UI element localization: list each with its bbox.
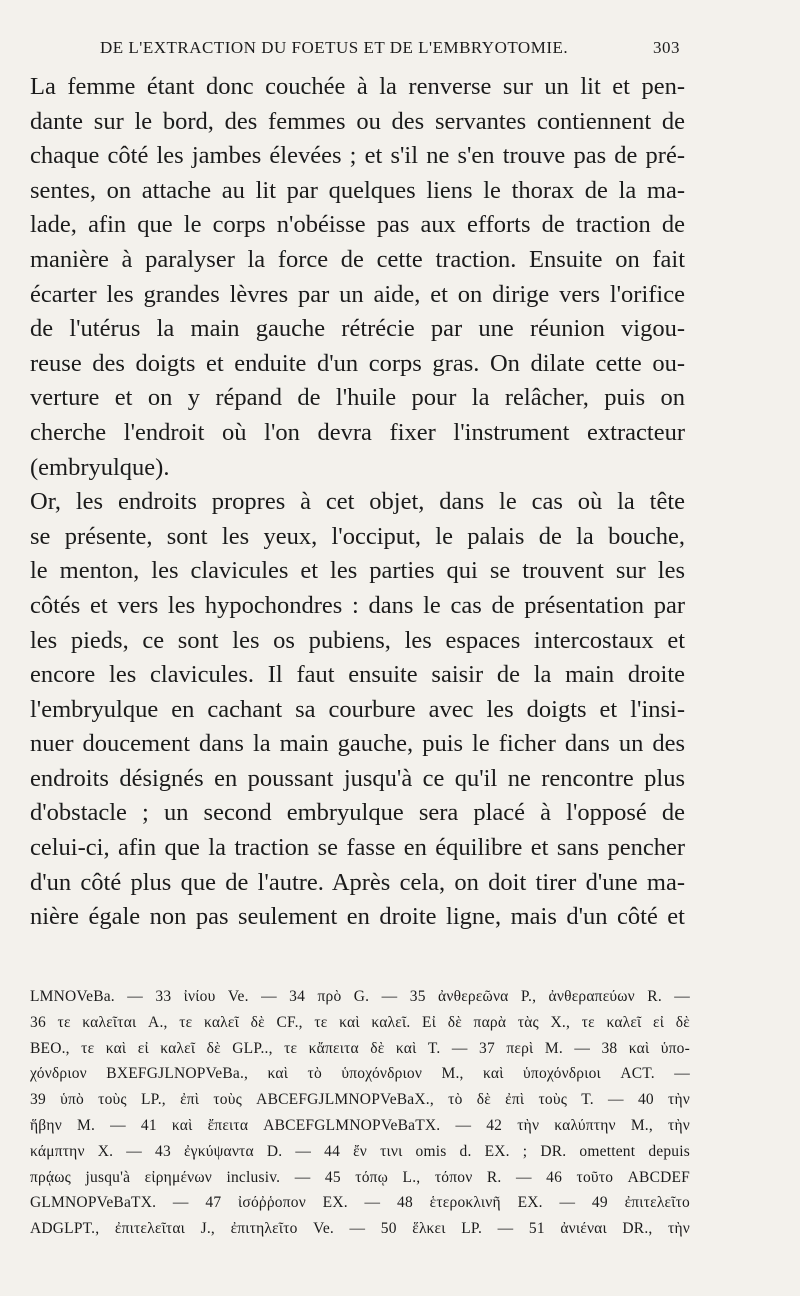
text-line: lade, afin que le corps n'obéisse pas aux efforts de traction de (30, 211, 685, 239)
text-line: écarter les grandes lèvres par un aide, et on dirige vers l'orifice (30, 280, 685, 308)
text-line: endroits désignés en poussant jusqu'à ce qu'il ne rencontre plus (30, 764, 685, 792)
text-line: Or, les endroits propres à cet objet, dans le cas où la tête (30, 488, 685, 516)
text-line: d'un côté plus que de l'autre. Après cela, on doit tirer d'une ma- (30, 868, 685, 896)
text-line: de l'utérus la main gauche rétrécie par une réunion vigou- (30, 315, 685, 343)
note-line: BEO., τε καὶ εἰ καλεῖ δὲ GLP.., τε κἄπειτα δὲ καὶ T. — 37 περὶ M. — 38 καὶ ὑπο- (30, 1039, 690, 1057)
note-line: χόνδριον BXEFGJLNOPVeBa., καὶ τὸ ὑποχόνδριον M., καὶ ὑποχόνδριοι ACT. — (30, 1065, 690, 1083)
text-line: côtés et vers les hypochondres : dans le cas de présentation par (30, 591, 685, 619)
text-line: La femme étant donc couchée à la renverse sur un lit et pen- (30, 73, 685, 100)
note-line: LMNOVeBa. — 33 ἰνίου Ve. — 34 πρὸ G. — 35 ἀνθερεῶνα P., ἀνθεραπεύων R. — (30, 988, 690, 1005)
note-line: ἥβην M. — 41 καὶ ἔπειτα ABCEFGLMNOPVeBaTX. — 42 τὴν καλύπτην M., τὴν (30, 1116, 690, 1134)
text-line: manière à paralyser la force de cette traction. Ensuite on fait (30, 245, 685, 273)
note-line: κάμπτην X. — 43 ἐγκύψαντα D. — 44 ἔν τινι omis d. EX. ; DR. omettent depuis (30, 1142, 690, 1160)
text-line: nière égale non pas seulement en droite ligne, mais d'un côté et (30, 903, 685, 931)
text-line: (embryulque). (30, 453, 170, 481)
text-line: encore les clavicules. Il faut ensuite saisir de la main droite (30, 661, 685, 689)
text-line: sentes, on attache au lit par quelques liens le thorax de la ma- (30, 176, 685, 204)
text-line: reuse des doigts et enduite d'un corps gras. On dilate cette ou- (30, 349, 685, 377)
text-line: d'obstacle ; un second embryulque sera placé à l'opposé de (30, 799, 685, 827)
note-line: 36 τε καλεῖται A., τε καλεῖ δὲ CF., τε καὶ καλεῖ. Εἰ δὲ παρὰ τὰς X., τε καλεῖ εἰ δὲ (30, 1013, 690, 1031)
text-line: verture et on y répand de l'huile pour la relâcher, puis on (30, 384, 685, 412)
running-title: DE L'EXTRACTION DU FOETUS ET DE L'EMBRYOTOMIE. (100, 38, 569, 57)
note-line: GLMNOPVeBaTX. — 47 ἰσόῤῥοπον EX. — 48 ἑτεροκλινῆ EX. — 49 ἐπιτελεῖτο (30, 1194, 690, 1212)
note-line: πρᾴως jusqu'à εἰρημένων inclusiv. — 45 τόπῳ L., τόπον R. — 46 τοῦτο ABCDEF (30, 1168, 690, 1186)
note-line: ADGLPT., ἐπιτελεῖται J., ἐπιτηλεῖτο Ve. — 50 ἕλκει LP. — 51 ἀνιέναι DR., τὴν (30, 1220, 690, 1238)
text-line: chaque côté les jambes élevées ; et s'il ne s'en trouve pas de pré- (30, 142, 685, 170)
text-line: les pieds, ce sont les os pubiens, les espaces intercostaux et (30, 626, 685, 654)
main-text (30, 70, 685, 935)
text-line: le menton, les clavicules et les parties qui se trouvent sur les (30, 557, 685, 585)
text-line: se présente, sont les yeux, l'occiput, le palais de la bouche, (30, 522, 685, 550)
critical-apparatus-notes (30, 984, 690, 1242)
text-line: dante sur le bord, des femmes ou des servantes contiennent de (30, 107, 685, 135)
note-line: 39 ὑπὸ τοὺς LP., ἐπὶ τοὺς ABCEFGJLMNOPVeBaX., τὸ δὲ ἐπὶ τοὺς T. — 40 τὴν (30, 1091, 690, 1109)
text-line: cherche l'endroit où l'on devra fixer l'instrument extracteur (30, 418, 685, 446)
text-line: l'embryulque en cachant sa courbure avec les doigts et l'insi- (30, 695, 685, 723)
text-line: celui-ci, afin que la traction se fasse en équilibre et sans pencher (30, 834, 685, 862)
page-number: 303 (653, 38, 680, 57)
text-line: nuer doucement dans la main gauche, puis le ficher dans un des (30, 730, 685, 758)
